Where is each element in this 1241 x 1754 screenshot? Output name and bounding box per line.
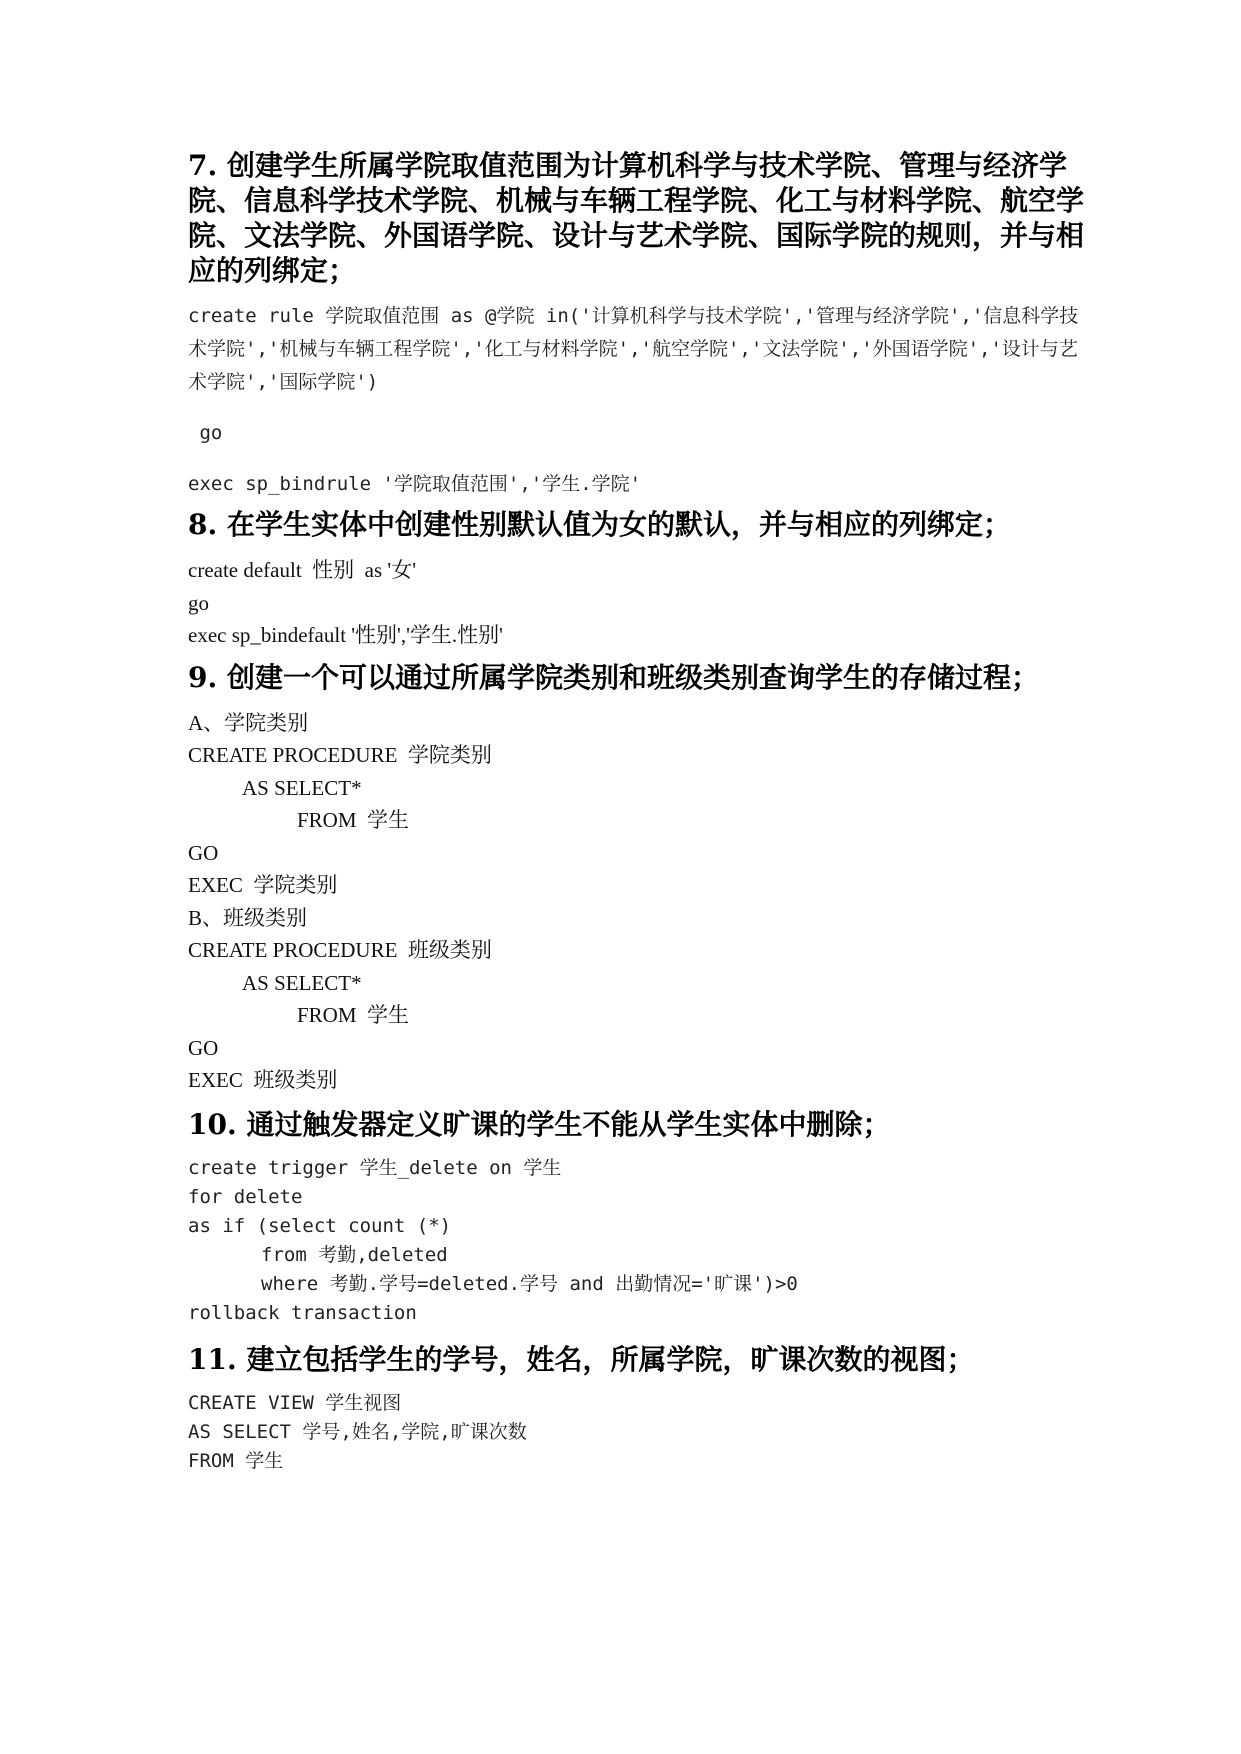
code-line: AS SELECT 学号,姓名,学院,旷课次数 — [188, 1420, 527, 1443]
code-line: create trigger 学生_delete on 学生 — [188, 1156, 562, 1179]
code-line: for delete — [188, 1185, 303, 1208]
code-line: GO — [188, 840, 219, 865]
code-line: EXEC 班级类别 — [188, 1068, 338, 1092]
code-line: AS SELECT* — [242, 775, 362, 800]
section-9 — [188, 660, 1088, 1097]
code-line: CREATE PROCEDURE 学院类别 — [188, 743, 492, 767]
code-line: FROM 学生 — [188, 1449, 284, 1472]
bindrule-line: exec sp_bindrule '学院取值范围','学生.学院' — [188, 473, 642, 495]
code-line: GO — [188, 1035, 219, 1060]
document-page — [188, 148, 1088, 1476]
section-11-heading: 11. 建立包括学生的学号，姓名，所属学院，旷课次数的视图； — [188, 1342, 975, 1376]
section-11 — [188, 1342, 1088, 1476]
code-line: CREATE VIEW 学生视图 — [188, 1391, 402, 1414]
code-line: where 考勤.学号=deleted.学号 and 出勤情况='旷课')>0 — [261, 1272, 798, 1295]
section-10-heading: 10. 通过触发器定义旷课的学生不能从学生实体中删除； — [188, 1107, 891, 1141]
code-line: FROM 学生 — [297, 808, 410, 832]
code-line: exec sp_bindefault '性别','学生.性别' — [188, 623, 503, 647]
code-line: A、学院类别 — [188, 710, 309, 735]
section-8-heading: 8. 在学生实体中创建性别默认值为女的默认，并与相应的列绑定； — [188, 508, 1011, 541]
code-line: go — [188, 590, 209, 615]
section-10 — [188, 1107, 1088, 1328]
section-9-heading: 9. 创建一个可以通过所属学院类别和班级类别查询学生的存储过程； — [188, 660, 1039, 694]
code-line: rollback transaction — [188, 1301, 417, 1324]
create-rule-code: create rule 学院取值范围 as @学院 in('计算机科学与技术学院','管理与经济学院','信息科学技术学院','机械与车辆工程学院','化工与材料学院','航空学院','文法学院','外国语学院','设计与艺术学院','国际学院') — [188, 305, 1079, 393]
section-7-heading: 7. 创建学生所属学院取值范围为计算机科学与技术学院、管理与经济学院、信息科学技术学院、机械与车辆工程学院、化工与材料学院、航空学院、文法学院、外国语学院、设计与艺术学院、国际学院的规则，并与相应的列绑定； — [188, 149, 1085, 287]
code-line: FROM 学生 — [297, 1003, 410, 1027]
code-line: EXEC 学院类别 — [188, 873, 338, 897]
code-line: AS SELECT* — [242, 970, 362, 995]
code-line: create default 性别 as '女' — [188, 558, 416, 582]
section-8 — [188, 507, 1088, 652]
code-line: CREATE PROCEDURE 班级类别 — [188, 938, 492, 962]
code-line: from 考勤,deleted — [261, 1243, 448, 1266]
section-7 — [188, 148, 1088, 501]
code-line: as if (select count (*) — [188, 1214, 452, 1237]
code-line: B、班级类别 — [188, 905, 308, 930]
go-line: go — [188, 422, 223, 444]
